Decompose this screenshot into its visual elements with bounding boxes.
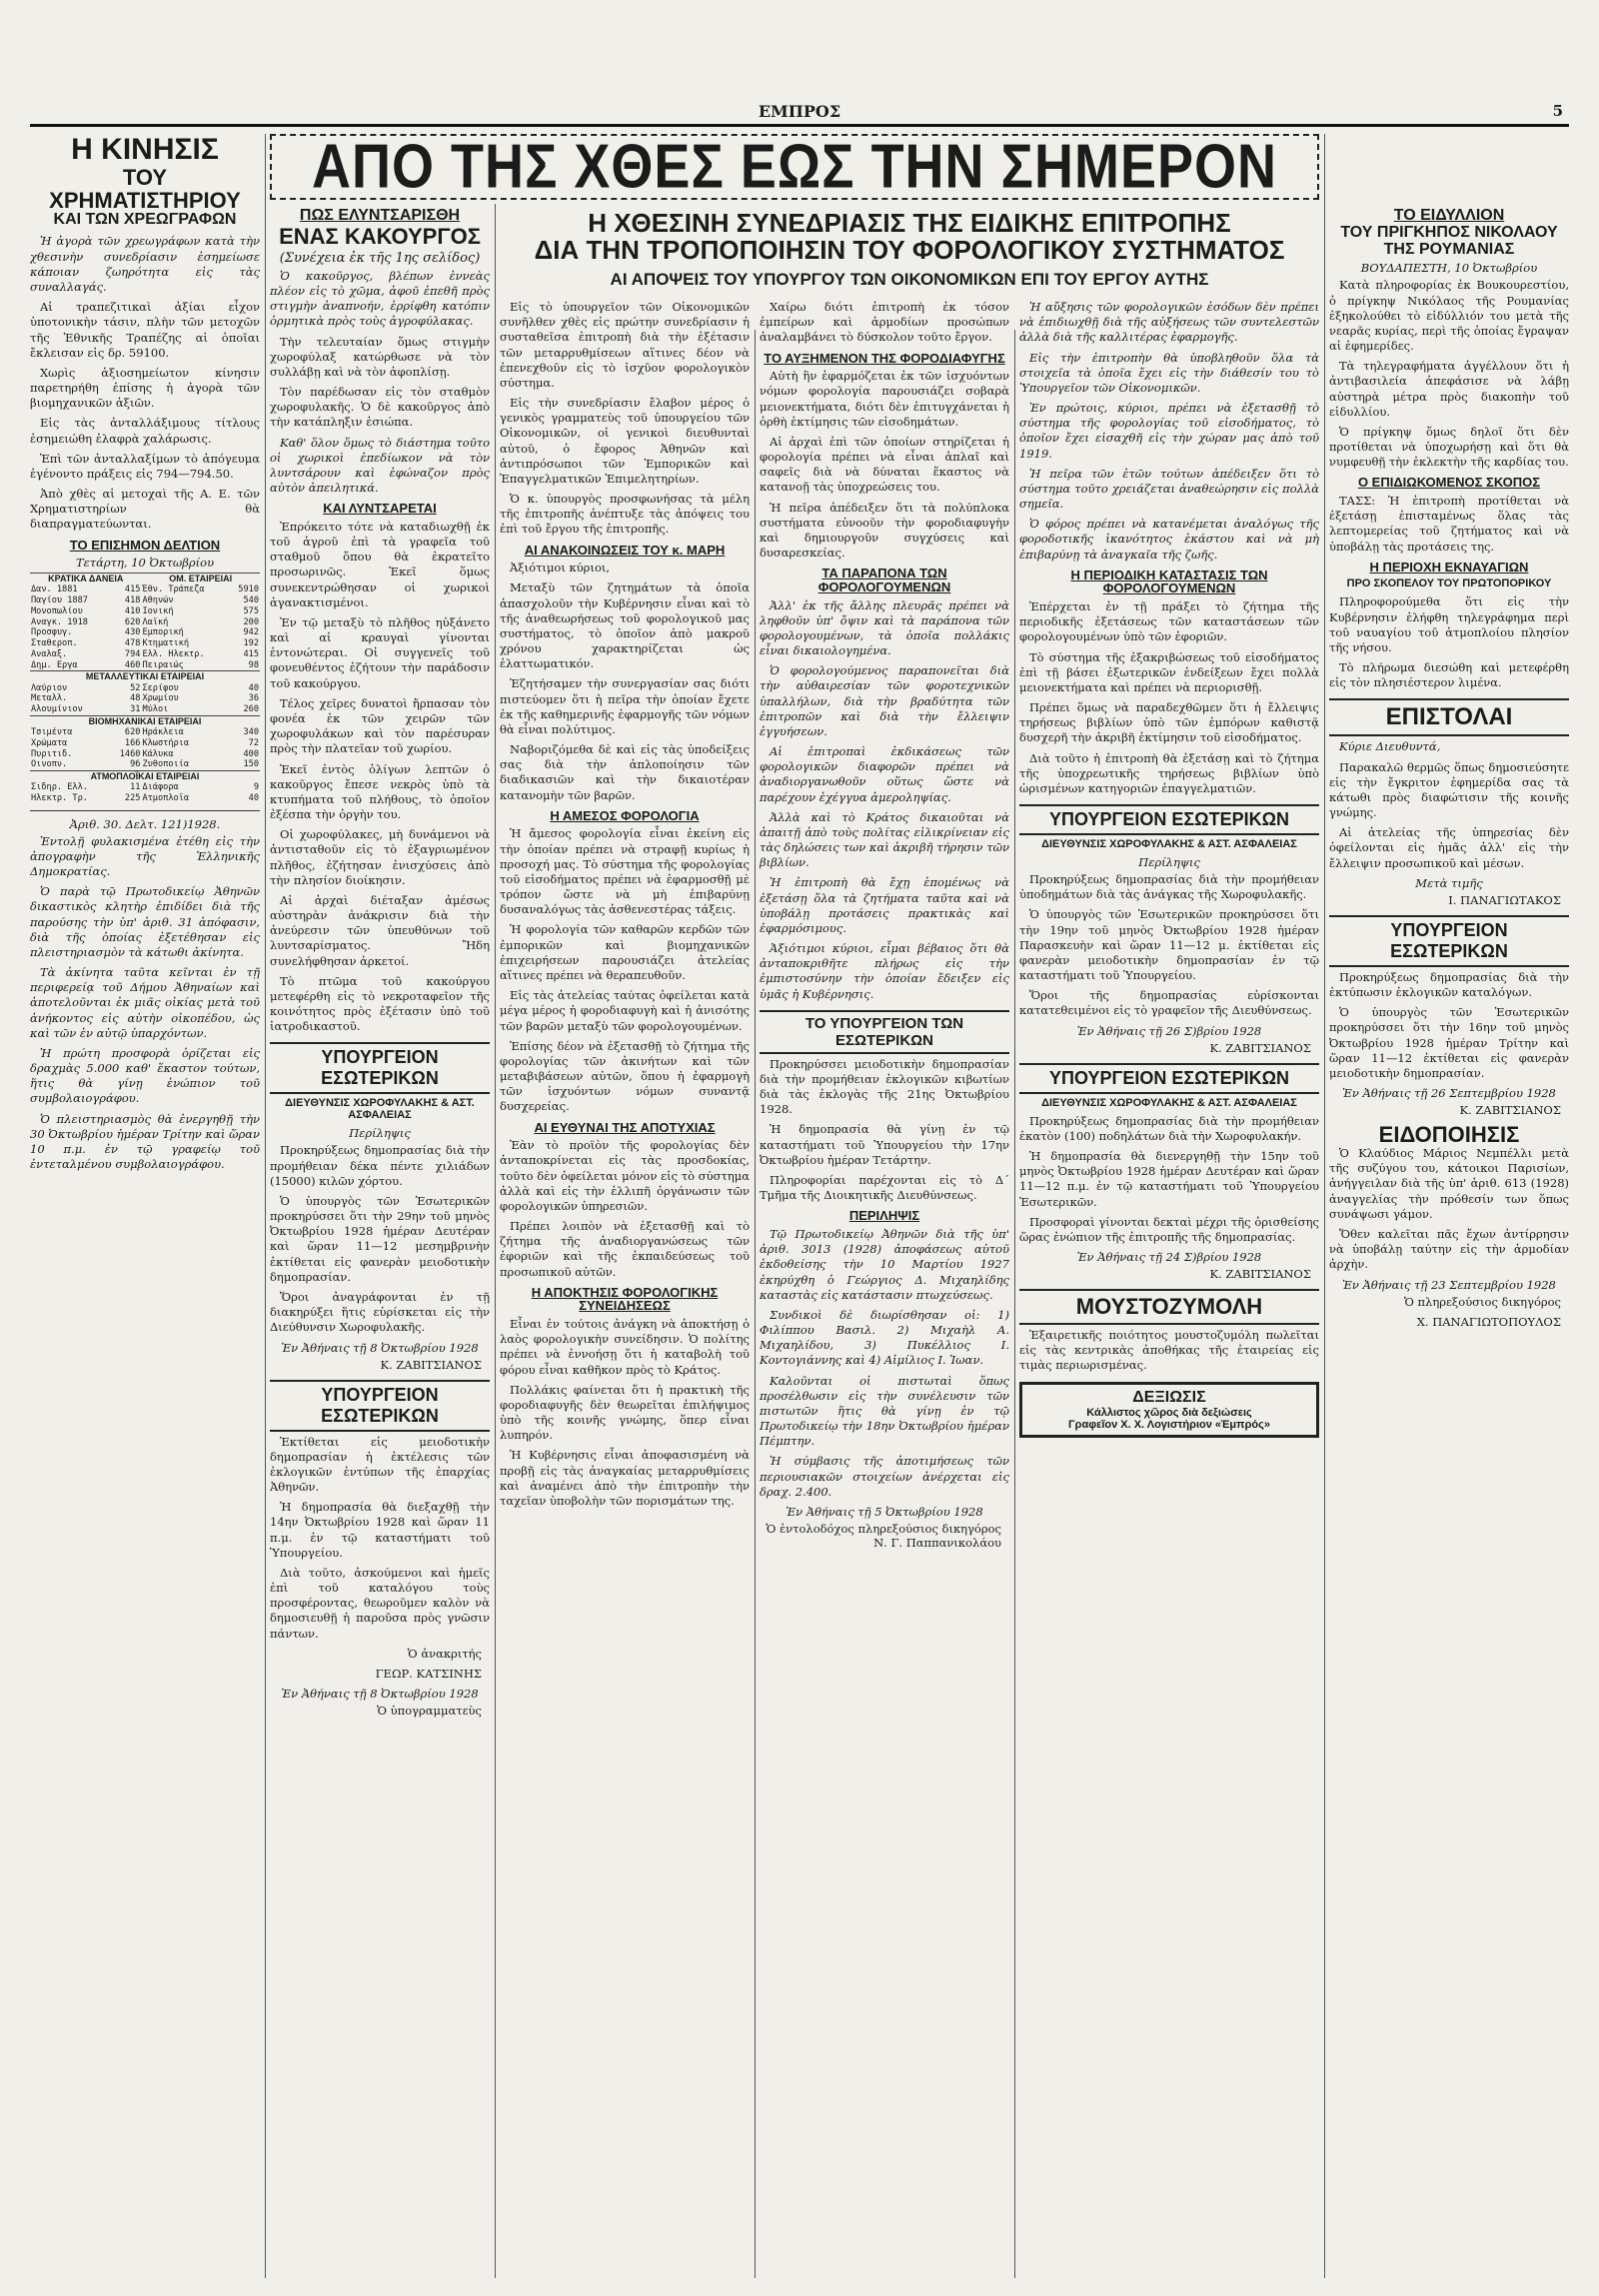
notice-date: Ἐν Ἀθήναις τῇ 26 Σ)βρίου 1928 [1076, 1023, 1262, 1038]
column-divider [755, 330, 756, 2278]
section-heading: ΚΑΙ ΛΥΝΤΣΑΡΕΤΑΙ [323, 501, 437, 517]
notice-heading: ΥΠΟΥΡΓΕΙΟΝ ΕΣΩΤΕΡΙΚΩΝ [270, 1380, 490, 1432]
paragraph: Ἡ Κυβέρνησις εἶναι ἀποφασισμένη νὰ προβῇ εἰς τὰς ἀναγκαίας μεταρρυθμίσεις καὶ ἀναμένει ἀπὸ τὴν ἐπιτροπὴν τὴν ταχεῖαν ὑποβολὴν τῶν πορισμάτων της. [500, 1448, 750, 1508]
paragraph: Ἐντολῇ φυλακισμένα ἐτέθη εἰς τὴν ἀπογραφὴν τῆς Ἑλληνικῆς Δημοκρατίας. [30, 833, 260, 879]
notice-reference: Ἀριθ. 30. Δελτ. 121)1928. [69, 816, 221, 831]
divider [30, 810, 260, 811]
stock-name: Σταθεροπ. [31, 638, 78, 649]
article-title: ΤΟ ΕΙΔΥΛΛΙΟΝ [1393, 208, 1505, 224]
column-stock-exchange [30, 134, 260, 2278]
stock-category: ΜΕΤΑΛΛΕΥΤΙΚΑΙ ΕΤΑΙΡΕΙΑΙ [30, 671, 260, 683]
stock-row [30, 660, 260, 671]
notice-subheading: ΔΙΕΥΘΥΝΣΙΣ ΧΩΡΟΦΥΛΑΚΗΣ & ΑΣΤ. ΑΣΦΑΛΕΙΑΣ [285, 1097, 475, 1122]
notice-heading: ΜΟΥΣΤΟΖΥΜΟΛΗ [1019, 1289, 1319, 1325]
section-heading: ΕΙΔΟΠΟΙΗΣΙΣ [1378, 1122, 1520, 1148]
paragraph: Ὁ ὑπουργὸς τῶν Ἐσωτερικῶν προκηρύσσει ὅτι τὴν 16ην τοῦ μηνὸς Ὀκτωβρίου 1928 ἡμέραν Τρίτην καὶ ὥραν 11—12 ἐκτίθεται εἰς φανερὰν μειοδοτικὴν δημοπρασίαν. [1329, 1005, 1569, 1080]
section-heading: ΤΑ ΠΑΡΑΠΟΝΑ ΤΩΝ ΦΟΡΟΛΟΓΟΥΜΕΝΩΝ [817, 566, 951, 594]
stock-row [30, 704, 260, 715]
stock-name: Δαν. 1881 [31, 584, 78, 595]
stock-name: Κτηματική [142, 638, 190, 649]
paragraph: Ἀλλὰ καὶ τὸ Κράτος δικαιοῦται νὰ ἀπαιτῇ ἀπὸ τοὺς πολίτας εἰλικρίνειαν εἰς τὰς δηλώσεις των καὶ ἀκριβῆ τήρησιν τῶν βιβλίων. [760, 809, 1009, 870]
stock-name: Παγίου 1887 [31, 595, 88, 606]
paragraph: Αἱ ἀρχαὶ διέταξαν ἀμέσως αὐστηρὰν ἀνάκρισιν διὰ τὴν ἀνεύρεσιν τῶν ὑπευθύνων τοῦ λυντσαρίσματος. Ἤδη συνελήφθησαν ἀρκετοί. [270, 892, 490, 968]
paragraph: Ὁ πλειστηριασμὸς θὰ ἐνεργηθῇ τὴν 30 Ὀκτωβρίου ἡμέραν Τρίτην καὶ ὥραν 10 π.μ. ἐν τῷ γραφείῳ τοῦ ἐντεταλμένου συμβολαιογράφου. [30, 1111, 260, 1172]
banner-title: ΑΠΟ ΤΗΣ ΧΘΕΣ ΕΩΣ ΤΗΝ ΣΗΜΕΡΟΝ [312, 132, 1277, 202]
stock-name: Αθηνών [142, 595, 174, 606]
section-heading: Ο ΕΠΙΔΙΩΚΟΜΕΝΟΣ ΣΚΟΠΟΣ [1357, 475, 1541, 491]
stock-price: 40 [248, 682, 259, 693]
notice-date: Ἐν Ἀθήναις τῇ 8 Ὀκτωβρίου 1928 [281, 1340, 479, 1355]
section-heading: ΑΙ ΕΥΘΥΝΑΙ ΤΗΣ ΑΠΟΤΥΧΙΑΣ [534, 1119, 716, 1135]
paragraph: Προκηρύξεως δημοπρασίας διὰ τὴν ἐκτύπωσιν ἐκλογικῶν καταλόγων. [1329, 969, 1569, 999]
stock-name: Δημ. Εργα [31, 659, 78, 670]
stock-row [30, 793, 260, 804]
paragraph: Ἡ φορολογία τῶν καθαρῶν κερδῶν τῶν ἐμπορικῶν καὶ βιομηχανικῶν ἐπιχειρήσεων παρουσιάζει ἀτελείας αἵτινες πρέπει νὰ θεραπευθοῦν. [500, 922, 750, 982]
stock-row [30, 693, 260, 704]
paragraph: Εἰς τὴν ἐπιτροπὴν θὰ ὑποβληθοῦν ὅλα τὰ στοιχεῖα τὰ ὁποῖα ἔχει εἰς τὴν διάθεσίν του τὸ Ὑπουργεῖον τῶν Οἰκονομικῶν. [1019, 350, 1319, 395]
paragraph: Ἡ ἀγορὰ τῶν χρεωγράφων κατὰ τὴν χθεσινὴν συνεδρίασιν ἐσημείωσε κάποιαν ζωηρότητα εἰς τὰς συναλλαγάς. [30, 234, 260, 294]
paragraph: Τὸν παρέδωσαν εἰς τὸν σταθμὸν χωροφυλακῆς. Ὁ δὲ κακοῦργος ἀπὸ τὴν κατάπληξιν ἐσιώπα. [270, 385, 490, 430]
column-tax-committee-1 [500, 300, 750, 1514]
notice-date: Ἐν Ἀθήναις τῇ 23 Σεπτεμβρίου 1928 [1342, 1277, 1556, 1292]
paragraph: Καθ' ὅλον ὅμως τὸ διάστημα τοῦτο οἱ χωρικοὶ ἐπεδίωκον νὰ τὸν λυντσάρουν καὶ ἐφώναζον πρὸς αὐτὸν ἀπειλητικά. [270, 435, 490, 496]
paragraph: Εἰς τὴν συνεδρίασιν ἔλαβον μέρος ὁ γενικὸς γραμματεὺς τοῦ ὑπουργείου τῶν Οἰκονομικῶν, οἱ γενικοὶ διευθυνταὶ αὐτοῦ, ὁ ἔφορος Ἀθηνῶν καὶ ἀντιπρόσωποι τῶν Ἐμπορικῶν καὶ Ἐπαγγελματικῶν Ἐπιμελητηρίων. [500, 396, 750, 486]
paragraph: Ὁ φόρος πρέπει νὰ κατανέμεται ἀναλόγως τῆς φοροδοτικῆς ἱκανότητος ἑκάστου καὶ νὰ μὴ ἐπιβαρύνῃ τὰ ἀναγκαῖα τῆς ζωῆς. [1019, 517, 1319, 562]
paragraph: Ἡ ἐπιτροπὴ θὰ ἔχῃ ἑπομένως νὰ ἐξετάσῃ ὅλα τὰ ζητήματα ταῦτα καὶ νὰ ὑποβάλῃ προτάσεις πρακτικὰς καὶ ἐφαρμόσιμους. [760, 875, 1009, 935]
paragraph: Ὁ κ. ὑπουργὸς προσφωνήσας τὰ μέλη τῆς ἐπιτροπῆς ἀνέπτυξε τὰς ἀπόψεις του ἐπὶ τοῦ ἔργου τῆς ἐπιτροπῆς. [500, 492, 750, 537]
stock-price: 52 [130, 682, 141, 693]
stock-name: Μεταλλ. [31, 693, 68, 704]
stock-name: Έθν. Τράπεζα [142, 584, 205, 595]
stock-name: Ζυθοποιία [142, 759, 190, 770]
stock-price: 460 [124, 659, 141, 670]
paragraph: Τὸ πλήρωμα διεσώθη καὶ μετεφέρθη εἰς τὸν πλησιέστερον λιμένα. [1329, 660, 1569, 690]
stock-category: ΟΜ. ΕΤΑΙΡΕΙΑΙ [141, 574, 260, 585]
signature: Ὁ ὑπογραμματεὺς [377, 1703, 482, 1718]
notice-label: Περίληψις [1138, 855, 1200, 870]
letters-heading: ΕΠΙΣΤΟΛΑΙ [1329, 698, 1569, 736]
stock-row [30, 595, 260, 606]
stock-name: Τσιμέντα [31, 727, 73, 738]
stock-price: 415 [124, 584, 141, 595]
column-lynching [270, 208, 490, 1723]
paragraph: Εἶναι ἐν τούτοις ἀνάγκη νὰ ἀποκτήσῃ ὁ λαὸς φορολογικὴν συνείδησιν. Ὁ πολίτης πρέπει νὰ ἐννοήσῃ ὅτι ἡ καταβολὴ τοῦ φόρου εἶναι καθῆκον πρὸς τὸ Κράτος. [500, 1317, 750, 1377]
paragraph: Ὁ παρὰ τῷ Πρωτοδικείῳ Ἀθηνῶν δικαστικὸς κλητὴρ ἐπιδίδει διὰ τῆς παρούσης τὴν ὑπ' ἀριθ. 31 ἀπόφασιν, διὰ τῆς ὁποίας ἐξετέθησαν εἰς πλειστηριασμὸν τὰ κάτωθι ἀκίνητα. [30, 884, 260, 959]
stock-name: Λαύριον [31, 682, 68, 693]
page-banner [270, 134, 1319, 200]
column-divider [1324, 134, 1325, 2278]
notice-subheading: ΔΙΕΥΘΥΝΣΙΣ ΧΩΡΟΦΥΛΑΚΗΣ & ΑΣΤ. ΑΣΦΑΛΕΙΑΣ [1041, 1096, 1297, 1109]
signature: Ὁ ἀνακριτής [407, 1646, 482, 1661]
paragraph: Εἰς τὰς ἀτελείας ταύτας ὀφείλεται κατὰ μέγα μέρος ἡ φοροδιαφυγὴ καὶ ἡ ἀνισότης τῶν βαρῶν μεταξὺ τῶν φορολογουμένων. [500, 988, 750, 1033]
stock-name: Προσφυγ. [31, 627, 73, 638]
paragraph: Ἐπίσης δέον νὰ ἐξετασθῇ τὸ ζήτημα τῆς φορολογίας τῶν ἀκινήτων καὶ τῶν μεταβιβάσεων αὐτῶν, ὅπου ἡ ἐφαρμογὴ τῶν ἰσχυόντων νόμων συναντᾷ δυσχερείας. [500, 1038, 750, 1114]
notice-heading: ΤΟ ΥΠΟΥΡΓΕΙΟΝ ΤΩΝ ΕΣΩΤΕΡΙΚΩΝ [760, 1010, 1009, 1054]
paragraph: Ἐπρόκειτο τότε νὰ καταδιωχθῇ ἐκ τοῦ ἀγροῦ ἐπὶ τὰ γραφεῖα τοῦ σταθμοῦ ὅπου θὰ ἐκρατεῖτο προσωρινῶς. Ἐκεῖ ὅμως συνεκεντρώθησαν οἱ χωρικοὶ ἀγανακτισμένοι. [270, 519, 490, 609]
paragraph: Τῷ Πρωτοδικείῳ Ἀθηνῶν διὰ τῆς ὑπ' ἀριθ. 3013 (1928) ἀποφάσεως αὐτοῦ ἐκδοθείσης τὴν 10 Μαρτίου 1927 ἐκηρύχθη ὁ Γεώργιος Δ. Μιχαηλίδης καταστὰς εἰς κατάστασιν πτωχεύσεως. [760, 1226, 1009, 1302]
signature: Κ. ΖΑΒΙΤΣΙΑΝΟΣ [1209, 1267, 1311, 1282]
stock-row [30, 606, 260, 617]
article-subtitle: ΚΑΙ ΤΩΝ ΧΡΕΩΓΡΑΦΩΝ [53, 210, 237, 228]
paragraph: Διὰ τοῦτο, ἀσκούμενοι καὶ ἡμεῖς ἐπὶ τοῦ καταλόγου τοὺς προσφέροντας, θεωροῦμεν καλὸν νὰ δημοσιευθῇ ἡ παροῦσα πρὸς γνῶσιν πάντων. [270, 1565, 490, 1641]
stock-price: 942 [243, 627, 259, 638]
stock-price: 418 [124, 595, 141, 606]
stock-price: 400 [243, 748, 259, 759]
stock-price: 478 [124, 638, 141, 649]
stock-price: 96 [130, 759, 141, 770]
paragraph: Ὁ ὑπουργὸς τῶν Ἐσωτερικῶν προκηρύσσει ὅτι τὴν 29ην τοῦ μηνὸς Ὀκτωβρίου 1928 ἡμέραν Δευτέραν καὶ ὥραν 11—12 μεσημβρινὴν ἐκτίθεται εἰς φανερὰν μειοδοτικὴν δημοπρασίαν. [270, 1193, 490, 1284]
article-title: Η ΚΙΝΗΣΙΣ [71, 134, 219, 166]
stock-name: Αναλαξ. [31, 648, 68, 659]
continued-note: (Συνέχεια ἐκ τῆς 1ης σελίδος) [279, 250, 481, 266]
paragraph: Ἐν τῷ μεταξὺ τὸ πλῆθος ηὐξάνετο καὶ αἱ κραυγαὶ γίνονται ἐντονώτεραι. Οἱ συγγενεῖς τοῦ φονευθέντος ἐζήτουν τὴν παράδοσιν τοῦ κακούργου. [270, 614, 490, 690]
stock-name: Χρωμίου [142, 693, 179, 704]
paper-name: ΕΜΠΡΟΣ [758, 102, 841, 121]
stock-price: 5910 [238, 584, 259, 595]
column-tax-committee-2 [760, 300, 1009, 1556]
stock-price: 225 [124, 792, 141, 803]
paragraph: Ἀξιότιμοι κύριοι, εἶμαι βέβαιος ὅτι θὰ ἀνταποκριθῆτε πλήρως εἰς τὴν ἐμπιστοσύνην τὴν ὁποίαν ἔδειξεν εἰς ὑμᾶς ἡ Κυβέρνησις. [760, 941, 1009, 1001]
advertisement [1019, 1382, 1319, 1438]
stock-name: Ηράκλεια [142, 727, 184, 738]
stock-name: Χρώματα [31, 737, 68, 748]
stock-row [30, 749, 260, 760]
closing: Μετὰ τιμῆς [1415, 875, 1483, 890]
stock-price: 410 [124, 605, 141, 616]
paragraph: Ἡ δημοπρασία θὰ γίνῃ ἐν τῷ καταστήματι τοῦ Ὑπουργείου τὴν 17ην Ὀκτωβρίου ἡμέραν Τετάρτην. [760, 1122, 1009, 1167]
stock-price: 575 [243, 605, 259, 616]
paragraph: Ἡ πεῖρα ἀπέδειξεν ὅτι τὰ πολύπλοκα συστήματα εὐνοοῦν τὴν φοροδιαφυγὴν καὶ δημιουργοῦν συγχύσεις καὶ δυσαρεσκείας. [760, 500, 1009, 561]
ad-text: Κάλλιστος χῶρος διὰ δεξιώσεις [1086, 1406, 1252, 1419]
stock-price: 200 [243, 616, 259, 627]
paragraph: Ἡ πεῖρα τῶν ἐτῶν τούτων ἀπέδειξεν ὅτι τὸ σύστημα τοῦτο χρειάζεται ἀναθεώρησιν εἰς πολλὰ σημεῖα. [1019, 466, 1319, 512]
paragraph: Κατὰ πληροφορίας ἐκ Βουκουρεστίου, ὁ πρίγκηψ Νικόλαος τῆς Ρουμανίας ἐξηκολούθει τὸ εἰδύλλιόν του μετὰ τῆς νεαρᾶς κυρίας, περὶ τῆς ὁποίας ἔγραψαν αἱ ἐφημερίδες. [1329, 278, 1569, 354]
section-heading: ΑΙ ΑΝΑΚΟΙΝΩΣΕΙΣ ΤΟΥ κ. ΜΑΡΗ [524, 542, 726, 558]
paragraph: Ὁ φορολογούμενος παραπονεῖται διὰ τὴν αὐθαιρεσίαν τῶν φοροτεχνικῶν ὑπαλλήλων, διὰ τὴν βραδύτητα τῶν ἐπιτροπῶν καὶ διὰ τὴν ἔλλειψιν ἐγγυήσεων. [760, 663, 1009, 738]
signature: Χ. ΠΑΝΑΓΙΩΤΟΠΟΥΛΟΣ [1416, 1314, 1561, 1329]
paragraph: Προσφοραὶ γίνονται δεκταὶ μέχρι τῆς ὁρισθείσης ὥρας ἐνώπιον τῆς ἐπιτροπῆς τῆς δημοπρασίας. [1019, 1214, 1319, 1244]
main-subheadline: ΑΙ ΑΠΟΨΕΙΣ ΤΟΥ ΥΠΟΥΡΓΟΥ ΤΩΝ ΟΙΚΟΝΟΜΙΚΩΝ ΕΠΙ ΤΟΥ ΕΡΓΟΥ ΑΥΤΗΣ [610, 269, 1209, 289]
paragraph: Τὸ σύστημα τῆς ἐξακριβώσεως τοῦ εἰσοδήματος ἐπὶ τῇ βάσει ἐξωτερικῶν ἐνδείξεων ἔχει πολλὰ μειονεκτήματα καὶ πρέπει νὰ περιορισθῇ. [1019, 649, 1319, 694]
column-divider [495, 204, 496, 2278]
stock-price: 98 [248, 659, 259, 670]
section-heading: ΤΟ ΕΠΙΣΗΜΟΝ ΔΕΛΤΙΟΝ [69, 537, 221, 553]
stock-name: Διάφορα [142, 782, 179, 793]
paragraph: Ἡ αὔξησις τῶν φορολογικῶν ἐσόδων δὲν πρέπει νὰ ἐπιδιωχθῇ διὰ τῆς αὐξήσεως τῶν συντελεστῶν ἀλλὰ διὰ τῆς καλλιτέρας ἐφαρμογῆς. [1019, 300, 1319, 345]
stock-name: Κλωστήρια [142, 737, 190, 748]
stock-price: 166 [124, 737, 141, 748]
section-heading: Η ΑΜΕΣΟΣ ΦΟΡΟΛΟΓΙΑ [550, 807, 700, 823]
paragraph: Ὅροι ἀναγράφονται ἐν τῇ διακηρύξει ἥτις εὑρίσκεται εἰς τὴν Διεύθυνσιν Χωροφυλακῆς. [270, 1289, 490, 1335]
paragraph: Ἀπὸ χθὲς αἱ μετοχαὶ τῆς Α. Ε. τῶν Χρηματιστηρίων θὰ διαπραγματεύωνται. [30, 487, 260, 532]
stock-price: 48 [130, 693, 141, 704]
stock-name: Λαϊκή [142, 616, 169, 627]
stock-row [30, 638, 260, 649]
paragraph: Πληροφορίαι παρέχονται εἰς τὸ Δ΄ Τμῆμα τῆς Διοικητικῆς Διευθύνσεως. [760, 1173, 1009, 1203]
paragraph: Τὴν τελευταίαν ὅμως στιγμὴν χωροφύλαξ κατώρθωσε νὰ τὸν συλλάβῃ καὶ νὰ τὸν ἀφοπλίσῃ. [270, 334, 490, 379]
paragraph: Ἐξαιρετικῆς ποιότητος μουστοζυμόλη πωλεῖται εἰς τὰς κεντρικὰς ἀποθήκας τῆς ἑταιρείας εἰς τιμὰς περιωρισμένας. [1019, 1328, 1319, 1373]
paragraph: Ἡ δημοπρασία θὰ διεξαχθῇ τὴν 14ην Ὀκτωβρίου 1928 καὶ ὥραν 11 π.μ. ἐν τῷ καταστήματι τοῦ Ὑπουργείου. [270, 1500, 490, 1560]
signature: Ὁ ἐντολοδόχος πληρεξούσιος δικηγόρος Ν. Γ. Παππανικολάου [766, 1521, 1001, 1550]
masthead-rule [30, 124, 1569, 127]
stock-category: ΚΡΑΤΙΚΑ ΔΑΝΕΙΑ [30, 574, 141, 585]
stock-name: Ατμοπλοΐα [142, 792, 190, 803]
paragraph: Κύριε Διευθυντά, [1339, 739, 1441, 754]
paragraph: Τὸ πτῶμα τοῦ κακούργου μετεφέρθη εἰς τὸ νεκροταφεῖον τῆς κοινότητος πρὸς ἐξέτασιν ὑπὸ τοῦ ἰατροδικαστοῦ. [270, 973, 490, 1034]
paragraph: Τὰ ἀκίνητα ταῦτα κεῖνται ἐν τῇ περιφερείᾳ τοῦ Δήμου Ἀθηναίων καὶ ἀποτελοῦνται ἐκ μιᾶς οἰκίας μετὰ τοῦ ἀνήκοντος εἰς αὐτὴν οἰκοπέδου, ὡς καὶ τῶν ἐν αὐτῷ ὑπαρχόντων. [30, 965, 260, 1040]
paragraph: Ὁ ὑπουργὸς τῶν Ἐσωτερικῶν προκηρύσσει ὅτι τὴν 19ην τοῦ μηνὸς Ὀκτωβρίου 1928 ἡμέραν Παρασκευὴν καὶ ὥραν 11—12 μ. ἐκτίθεται εἰς φανερὰν μειοδοτικὴν δημοπρασίαν ἐν τῷ καταστήματι τοῦ Ὑπουργείου. [1019, 907, 1319, 983]
stock-price: 1460 [119, 748, 141, 759]
paragraph: Ἀλλ' ἐκ τῆς ἄλλης πλευρᾶς πρέπει νὰ ληφθοῦν ὑπ' ὄψιν καὶ τὰ παράπονα τῶν φορολογουμένων, τὰ ὁποῖα πολλάκις εἶναι δικαιολογημένα. [760, 597, 1009, 658]
section-heading: ΤΟ ΑΥΞΗΜΕΝΟΝ ΤΗΣ ΦΟΡΟΔΙΑΦΥΓΗΣ [764, 350, 1005, 366]
paragraph: Καλοῦνται οἱ πιστωταὶ ὅπως προσέλθωσιν εἰς τὴν συνέλευσιν τῶν πιστωτῶν ἥτις θὰ γίνῃ ἐν τῷ Πρωτοδικείῳ τὴν 18ην Ὀκτωβρίου ἡμέραν Πέμπτην. [760, 1373, 1009, 1449]
signature: Κ. ΖΑΒΙΤΣΙΑΝΟΣ [1459, 1103, 1561, 1118]
paragraph: Εἰς τὸ ὑπουργεῖον τῶν Οἰκονομικῶν συνῆλθεν χθὲς εἰς πρώτην συνεδρίασιν ἡ συσταθεῖσα ἐπιτροπὴ διὰ τὴν ἐξέτασιν τῶν μεταρρυθμίσεων αἵτινες δέον νὰ ἐπενεχθοῦν εἰς τὸ ἰσχῦον φορολογικὸν σύστημα. [500, 300, 750, 390]
section-heading: ΠΕΡΙΛΗΨΙΣ [848, 1208, 920, 1224]
paragraph: ΤΑΣΣ: Ἡ ἐπιτροπὴ προτίθεται νὰ ἐξετάσῃ ἐπισταμένως ὅλας τὰς λεπτομερείας τοῦ ζητήματος καὶ νὰ ὑποβάλῃ τὰς προτάσεις της. [1329, 494, 1569, 554]
column-divider [265, 134, 266, 2278]
stock-price: 415 [243, 648, 259, 659]
stock-name: Πειραιώς [142, 659, 184, 670]
stock-name: Εμπορική [142, 627, 184, 638]
article-title-2: ΤΟΥ ΧΡΗΜΑΤΙΣΤΗΡΙΟΥ [49, 164, 241, 213]
stock-name: Μύλοι [142, 704, 169, 715]
stock-row [30, 627, 260, 638]
stock-price: 540 [243, 595, 259, 606]
notice-date: Ἐν Ἀθήναις τῇ 26 Σεπτεμβρίου 1928 [1342, 1086, 1556, 1101]
newspaper-page [30, 100, 1569, 2278]
paragraph: Πολλάκις φαίνεται ὅτι ἡ πρακτικὴ τῆς φοροδιαφυγῆς δὲν θεωρεῖται ἐπιλήψιμος ὑπὸ τῆς κοινῆς γνώμης, ὅπερ εἶναι λυπηρόν. [500, 1382, 750, 1443]
stock-name: Αλουμίνιον [31, 704, 83, 715]
dateline: ΒΟΥΔΑΠΕΣΤΗ, 10 Ὀκτωβρίου [1360, 261, 1538, 276]
signature: Κ. ΖΑΒΙΤΣΙΑΝΟΣ [1209, 1040, 1311, 1055]
paragraph: Ὁ Κλαύδιος Μάριος Νεμπέλλι μετὰ τῆς συζύγου του, κάτοικοι Παρισίων, ἀνήγγειλαν διὰ τῆς ὑπ' ἀριθ. 613 (1928) ἀναγγελίας τὴν πρόθεσίν των ὅπως συνάψωσι γάμον. [1329, 1146, 1569, 1221]
paragraph: Ἐπὶ τῶν ἀνταλλαξίμων τὸ ἀπόγευμα ἐγένοντο πράξεις εἰς 794—794.50. [30, 451, 260, 481]
stock-name: Οινοπν. [31, 759, 68, 770]
section-heading: Η ΠΕΡΙΟΧΗ ΕΚΝΑΥΑΓΙΩΝ [1369, 559, 1529, 574]
main-headline-2: ΔΙΑ ΤΗΝ ΤΡΟΠΟΠΟΙΗΣΙΝ ΤΟΥ ΦΟΡΟΛΟΓΙΚΟΥ ΣΥΣΤΗΜΑΤΟΣ [534, 235, 1285, 266]
stock-price: 340 [243, 727, 259, 738]
stock-row [30, 683, 260, 694]
notice-heading: ΥΠΟΥΡΓΕΙΟΝ ΕΣΩΤΕΡΙΚΩΝ [270, 1042, 490, 1094]
stock-name: Σερίφου [142, 682, 179, 693]
stock-row [30, 759, 260, 770]
paragraph: Ἡ δημοπρασία θὰ διενεργηθῇ τὴν 15ην τοῦ μηνὸς Ὀκτωβρίου 1928 ἡμέραν Δευτέραν καὶ ὥραν 11—12 π.μ. ἐν τῷ καταστήματι τοῦ Ὑπουργείου Ἐσωτερικῶν. [1019, 1148, 1319, 1209]
paragraph: Ὁ πρίγκηψ ὅμως δηλοῖ ὅτι δὲν προτίθεται νὰ ὑποχωρήσῃ καὶ ὅτι θὰ νυμφευθῇ τὴν ἐκλεκτὴν τῆς καρδίας του. [1329, 424, 1569, 470]
paragraph: Οἱ χωροφύλακες, μὴ δυνάμενοι νὰ ἀντισταθοῦν εἰς τὸ ἐξαγριωμένον πλῆθος, ἐζήτησαν ἐνισχύσεις ἀπὸ τὴν πλησίον διοίκησιν. [270, 827, 490, 887]
section-subheading: ΠΡΟ ΣΚΟΠΕΛΟΥ ΤΟΥ ΠΡΩΤΟΠΟΡΙΚΟΥ [1346, 577, 1552, 590]
paragraph: Ἡ ἄμεσος φορολογία εἶναι ἐκείνη εἰς τὴν ὁποίαν πρέπει νὰ στραφῇ κυρίως ἡ προσοχή μας. Τὸ σύστημα τῆς φορολογίας τοῦ εἰσοδήματος πρέπει νὰ ἐφαρμοσθῇ μὲ τρόπον ὥστε νὰ μὴ ἐπιβαρύνῃ δυσαναλόγως τὰς ἀσθενεστέρας τάξεις. [500, 826, 750, 917]
stock-name: Κάλυκα [142, 748, 174, 759]
stock-name: Μονοπωλίου [31, 605, 83, 616]
stock-table [30, 573, 260, 803]
stock-name: Πυριτιδ. [31, 748, 73, 759]
notice-heading: ΥΠΟΥΡΓΕΙΟΝ ΕΣΩΤΕΡΙΚΩΝ [1329, 915, 1569, 967]
paragraph: Πληροφορούμεθα ὅτι εἰς τὴν Κυβέρνησιν ἐλήφθη τηλεγράφημα περὶ τοῦ ναυαγίου τοῦ ἀτμοπλοίου πλησίον τῆς νήσου. [1329, 594, 1569, 654]
signature: ΓΕΩΡ. ΚΑΤΣΙΝΗΣ [375, 1666, 482, 1681]
stock-category: ΑΤΜΟΠΛΟΪΚΑΙ ΕΤΑΙΡΕΙΑΙ [30, 770, 260, 782]
notice-date: Ἐν Ἀθήναις τῇ 8 Ὀκτωβρίου 1928 [281, 1686, 479, 1701]
stock-price: 9 [253, 782, 259, 793]
paragraph: Πρέπει λοιπὸν νὰ ἐξετασθῇ καὶ τὸ ζήτημα τῆς ἀναδιοργανώσεως τῶν ἐφοριῶν καὶ τῆς ἐκπαιδεύσεως τοῦ προσωπικοῦ αὐτῶν. [500, 1219, 750, 1279]
page-number: 5 [1552, 102, 1563, 120]
stock-price: 72 [248, 737, 259, 748]
paragraph: Προκηρύξεως δημοπρασίας διὰ τὴν προμήθειαν δέκα πέντε χιλιάδων (15000) κιλῶν χόρτου. [270, 1143, 490, 1188]
paragraph: Χαίρω διότι ἐπιτροπὴ ἐκ τόσον ἐμπείρων καὶ ἁρμοδίων προσώπων ἀναλαμβάνει τὸ δύσκολον τοῦτο ἔργον. [760, 300, 1009, 345]
notice-date: Ἐν Ἀθήναις τῇ 24 Σ)βρίου 1928 [1076, 1250, 1262, 1265]
stock-name: Σιδηρ. Ελλ. [31, 782, 88, 793]
paragraph: Ἐν πρώτοις, κύριοι, πρέπει νὰ ἐξετασθῇ τὸ σύστημα τῆς φορολογίας τοῦ εἰσοδήματος, τὸ ὁποῖον ἔχει εἰσαχθῆ εἰς τὴν χώραν μας ἀπὸ τοῦ 1919. [1019, 401, 1319, 461]
stock-row [30, 738, 260, 749]
stock-row [30, 649, 260, 660]
stock-price: 31 [130, 704, 141, 715]
paragraph: Τὰ τηλεγραφήματα ἀγγέλλουν ὅτι ἡ ἀντιβασιλεία ἀπεφάσισε νὰ λάβῃ αὐστηρὰ μέτρα πρὸς διακοπὴν τοῦ εἰδυλλίου. [1329, 359, 1569, 419]
paragraph: Ὁ κακοῦργος, βλέπων ἐννεὰς πλέον εἰς τὸ χῶμα, ἀφοῦ ἐπεθῆ πρὸς στιγμὴν ἀναπνοήν, ἐρρίφθη κατόπιν ὁρμητικὰ πρὸς τοὺς ἀγροφύλακας. [270, 268, 490, 329]
signature: Κ. ΖΑΒΙΤΣΙΑΝΟΣ [380, 1357, 482, 1372]
paragraph: Ἐκτίθεται εἰς μειοδοτικὴν δημοπρασίαν ἡ ἐκτέλεσις τῶν ἐκλογικῶν ἐντύπων τῆς ἐπαρχίας Ἀθηνῶν. [270, 1434, 490, 1495]
stock-price: 620 [124, 727, 141, 738]
paragraph: Εἰς τὰς ἀνταλλάξιμους τίτλους ἐσημειώθη ἐλαφρὰ χαλάρωσις. [30, 416, 260, 446]
paragraph: Ναβοριζόμεθα δὲ καὶ εἰς τὰς ὑποδείξεις σας διὰ τὴν ἀπλοποίησιν τῶν διαδικασιῶν καὶ τὴν δικαιοτέραν κατανομὴν τῶν βαρῶν. [500, 742, 750, 802]
stock-name: Ιονική [142, 605, 174, 616]
stock-name: Ελλ. Ηλεκτρ. [142, 648, 205, 659]
main-headline: Η ΧΘΕΣΙΝΗ ΣΥΝΕΔΡΙΑΣΙΣ ΤΗΣ ΕΙΔΙΚΗΣ ΕΠΙΤΡΟΠΗΣ [588, 208, 1231, 238]
stock-price: 794 [124, 648, 141, 659]
paragraph: Ὅροι τῆς δημοπρασίας εὑρίσκονται κατατεθειμένοι εἰς τὸ γραφεῖον τῆς Διευθύνσεως. [1019, 988, 1319, 1018]
notice-label: Περίληψις [349, 1126, 411, 1141]
paragraph: Αἱ τραπεζιτικαὶ ἀξίαι εἶχον ὑποτονικὴν τάσιν, πλὴν τῶν μετοχῶν τῆς Ἐθνικῆς Τραπέζης αἱ ὁποῖαι ἔκλεισαν εἰς δρ. 59100. [30, 300, 260, 360]
paragraph: Ἐπέρχεται ἐν τῇ πράξει τὸ ζήτημα τῆς περιοδικῆς ἐξετάσεως τῶν καταστάσεων τῶν φορολογουμένων ὑπὸ τῶν ἐφοριῶν. [1019, 599, 1319, 644]
main-headline-block [500, 210, 1319, 288]
stock-name: Αναγκ. 1918 [31, 616, 88, 627]
stock-name: Ηλεκτρ. Τρ. [31, 792, 88, 803]
stock-price: 40 [248, 792, 259, 803]
stock-price: 260 [243, 704, 259, 715]
stock-row [30, 617, 260, 628]
paragraph: Αἱ ἀτελείας τῆς ὑπηρεσίας δὲν ὀφείλονται εἰς ἡμᾶς ἀλλ' εἰς τὴν ἔλλειψιν προσωπικοῦ καὶ μέσων. [1329, 825, 1569, 870]
article-title-2: ΕΝΑΣ ΚΑΚΟΥΡΓΟΣ [279, 223, 481, 249]
stock-row [30, 727, 260, 738]
paragraph: Παρακαλῶ θερμῶς ὅπως δημοσιεύσητε εἰς τὴν ἔγκριτον ἐφημερίδα σας τὰ κάτωθι πρὸς διαφώτισιν τῆς κοινῆς γνώμης. [1329, 759, 1569, 820]
paragraph: Ἡ σύμβασις τῆς ἀποτιμήσεως τῶν περιουσιακῶν στοιχείων ἀνέρχεται εἰς δραχ. 2.400. [760, 1454, 1009, 1499]
stock-price: 36 [248, 693, 259, 704]
stock-category: ΒΙΟΜΗΧΑΝΙΚΑΙ ΕΤΑΙΡΕΙΑΙ [30, 715, 260, 727]
paragraph: Προκηρύξεως δημοπρασίας διὰ τὴν προμήθειαν ἑκατὸν (100) ποδηλάτων διὰ τὴν Χωροφυλακήν. [1019, 1113, 1319, 1143]
paragraph: Ἀξιότιμοι κύριοι, [510, 561, 611, 575]
stock-row [30, 584, 260, 595]
paragraph: Μεταξὺ τῶν ζητημάτων τὰ ὁποῖα ἀπασχολοῦν τὴν Κυβέρνησιν εἶναι καὶ τὸ τῆς ἀναθεωρήσεως τοῦ φορολογικοῦ μας συστήματος, τὸ ὁποῖον ἀπὸ μακροῦ χρόνου χαρακτηρίζεται ὡς ἐλαττωματικόν. [500, 580, 750, 671]
stock-row [30, 782, 260, 793]
stock-price: 192 [243, 638, 259, 649]
article-title: ΠΩΣ ΕΛΥΝΤΣΑΡΙΣΘΗ [299, 208, 461, 224]
signature: Ι. ΠΑΝΑΓΙΩΤΑΚΟΣ [1448, 892, 1561, 907]
paragraph: Ἐκεῖ ἐντὸς ὀλίγων λεπτῶν ὁ κακοῦργος ἔπεσε νεκρὸς ὑπὸ τὰ κτυπήματα τοῦ πλήθους, τὸ ὁποῖον ἐξέσπα τὴν ὀργὴν του. [270, 761, 490, 822]
paragraph: Ἐζητήσαμεν τὴν συνεργασίαν σας διότι πιστεύομεν ὅτι ἡ πεῖρα τὴν ὁποίαν ἔχετε ἐκ τῆς καθημερινῆς ἐφαρμογῆς τῶν νόμων θὰ εἶναι πολύτιμος. [500, 676, 750, 736]
stock-price: 620 [124, 616, 141, 627]
ad-title: ΔΕΞΙΩΣΙΣ [1132, 1388, 1206, 1406]
notice-date: Ἐν Ἀθήναις τῇ 5 Ὀκτωβρίου 1928 [786, 1504, 983, 1519]
notice-heading: ΥΠΟΥΡΓΕΙΟΝ ΕΣΩΤΕΡΙΚΩΝ [1019, 804, 1319, 835]
signature-title: Ὁ πληρεξούσιος δικηγόρος [1403, 1294, 1561, 1309]
paragraph: Αἱ ἀρχαὶ ἐπὶ τῶν ὁποίων στηρίζεται ἡ φορολογία πρέπει νὰ εἶναι ἁπλαῖ καὶ σαφεῖς διὰ νὰ δύναται ἕκαστος νὰ κατανοῇ τὰς ὑποχρεώσεις του. [760, 434, 1009, 495]
column-divider [1014, 330, 1015, 2278]
notice-subheading: ΔΙΕΥΘΥΝΣΙΣ ΧΩΡΟΦΥΛΑΚΗΣ & ΑΣΤ. ΑΣΦΑΛΕΙΑΣ [1041, 838, 1297, 851]
paragraph: Ἡ πρώτη προσφορὰ ὁρίζεται εἰς δραχμὰς 5.000 καθ' ἕκαστον τούτων, ἥτις θὰ γίνῃ ἐνώπιον τοῦ συμβολαιογράφου. [30, 1045, 260, 1106]
section-heading: Η ΑΠΟΚΤΗΣΙΣ ΦΟΡΟΛΟΓΙΚΗΣ ΣΥΝΕΙΔΗΣΕΩΣ [531, 1284, 719, 1314]
notice-heading: ΥΠΟΥΡΓΕΙΟΝ ΕΣΩΤΕΡΙΚΩΝ [1019, 1063, 1319, 1094]
paragraph: Προκηρύσσει μειοδοτικὴν δημοπρασίαν διὰ τὴν προμήθειαν ἐκλογικῶν κιβωτίων διὰ τὰς ἐκλογὰς τῆς 21ης Ὀκτωβρίου 1928. [760, 1056, 1009, 1117]
paragraph: Αἱ ἐπιτροπαὶ ἐκδικάσεως τῶν φορολογικῶν διαφορῶν πρέπει νὰ ἀναδιοργανωθοῦν οὕτως ὥστε νὰ παρέχουν ἐχέγγυα ἀμεροληψίας. [760, 744, 1009, 804]
paragraph: Ἐὰν τὸ προϊὸν τῆς φορολογίας δὲν ἀνταποκρίνεται εἰς τὰς προσδοκίας, τοῦτο δὲν ὀφείλεται μόνον εἰς τὸ σύστημα ἀλλὰ καὶ εἰς τὴν ἐλλιπῆ ὀργάνωσιν τῶν φορολογικῶν ὑπηρεσιῶν. [500, 1138, 750, 1213]
column-tax-committee-3 [1019, 300, 1319, 1446]
paragraph: Πρέπει ὅμως νὰ παραδεχθῶμεν ὅτι ἡ ἔλλειψις τηρήσεως βιβλίων ὑπὸ τῶν ἐμπόρων καθιστᾷ δυσχερῆ τὴν ἀκριβῆ ἐκτίμησιν τοῦ εἰσοδήματος. [1019, 700, 1319, 745]
ad-text: Γραφεῖον Χ. Χ. Λογιστήριον «Ἐμπρός» [1068, 1418, 1270, 1431]
article-title-2: ΤΟΥ ΠΡΙΓΚΗΠΟΣ ΝΙΚΟΛΑΟΥ [1340, 223, 1558, 241]
paragraph: Συνδικοὶ δὲ διωρίσθησαν οἱ: 1) Φιλίππου Βασιλ. 2) Μιχαὴλ Α. Μιχαηλίδου, 3) Πυκέλλιος Ι. Κοντογιάννης καὶ 4) Αἰμίλιος Ι. Ἰωαν. [760, 1307, 1009, 1368]
section-heading: Η ΠΕΡΙΟΔΙΚΗ ΚΑΤΑΣΤΑΣΙΣ ΤΩΝ ΦΟΡΟΛΟΓΟΥΜΕΝΩΝ [1070, 567, 1268, 596]
paragraph: Προκηρύξεως δημοπρασίας διὰ τὴν προμήθειαν ὑποδημάτων διὰ τὰς ἀνάγκας τῆς Χωροφυλακῆς. [1019, 872, 1319, 902]
column-romania [1329, 208, 1569, 1335]
paragraph: Χωρὶς ἀξιοσημείωτον κίνησιν παρετηρήθη ἐπίσης ἡ ἀγορὰ τῶν βιομηχανικῶν ἀξιῶν. [30, 365, 260, 411]
paragraph: Αὐτὴ ἣν ἐφαρμόζεται ἐκ τῶν ἰσχυόντων νόμων φορολογία παρουσιάζει σοβαρὰ μειονεκτήματα, διότι δὲν ἐπιτυγχάνεται ἡ ὀρθὴ ἐκτίμησις τῶν εἰσοδημάτων. [760, 369, 1009, 429]
stock-price: 150 [243, 759, 259, 770]
article-title-3: ΤΗΣ ΡΟΥΜΑΝΙΑΣ [1383, 240, 1515, 258]
stock-price: 11 [130, 782, 141, 793]
paragraph: Ὅθεν καλεῖται πᾶς ἔχων ἀντίρρησιν νὰ ὑποβάλῃ ταύτην εἰς τὴν ἁρμοδίαν ἀρχὴν. [1329, 1226, 1569, 1272]
paragraph: Διὰ τοῦτο ἡ ἐπιτροπὴ θὰ ἐξετάσῃ καὶ τὸ ζήτημα τῆς ὑποχρεωτικῆς τηρήσεως βιβλίων ὑπὸ ὡρισμένων κατηγοριῶν ἐπαγγελματιῶν. [1019, 750, 1319, 795]
date-line: Τετάρτη, 10 Ὀκτωβρίου [75, 556, 215, 571]
masthead [30, 100, 1569, 130]
paragraph: Τέλος χεῖρες δυνατοὶ ἤρπασαν τὸν φονέα ἐκ τῶν χειρῶν τῶν χωροφυλάκων καὶ τὸν παρέσυραν πρὸς τὴν πλατεῖαν τοῦ χωρίου. [270, 695, 490, 756]
stock-price: 430 [124, 627, 141, 638]
